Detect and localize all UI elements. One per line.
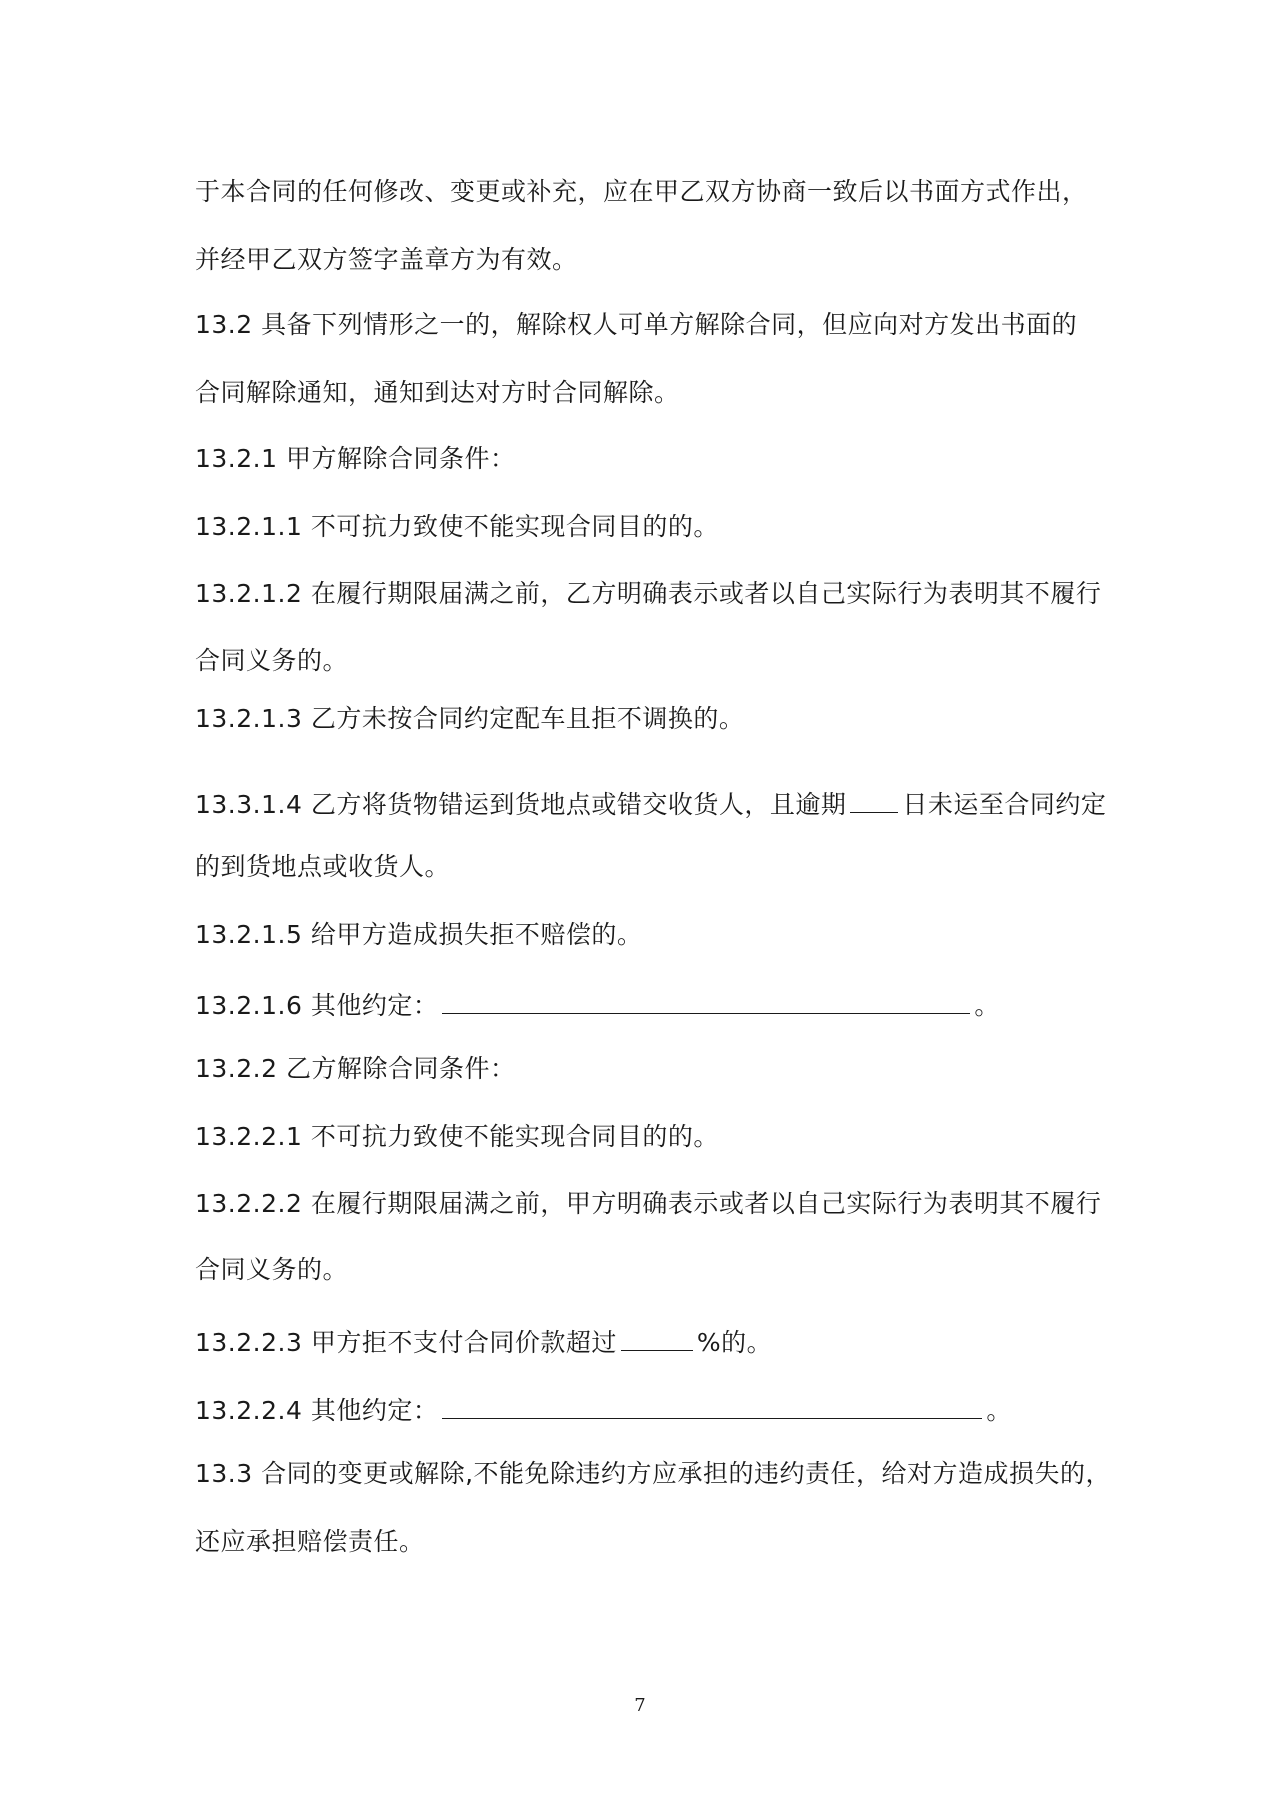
clause-13-2-2-2 bbox=[195, 1187, 1102, 1221]
paragraph-line bbox=[195, 175, 1095, 209]
paragraph-line bbox=[195, 644, 1095, 678]
text: 13.2.1.5 给甲方造成损失拒不赔偿的。 bbox=[195, 920, 643, 949]
clause-13-2-2 bbox=[195, 1052, 1095, 1086]
text: 合同义务的。 bbox=[195, 646, 349, 675]
text: 日未运至合同约定 bbox=[902, 790, 1107, 819]
text: 13.2.1.1 不可抗力致使不能实现合同目的的。 bbox=[195, 512, 719, 541]
clause-13-2-2-3 bbox=[195, 1322, 1095, 1360]
text: 13.2.1.3 乙方未按合同约定配车且拒不调换的。 bbox=[195, 704, 745, 733]
fill-in-blank-days[interactable] bbox=[850, 784, 898, 813]
text: 于本合同的任何修改、变更或补充，应在甲乙双方协商一致后以书面方式作出， bbox=[195, 177, 1088, 206]
fill-in-blank-other-terms-party-a[interactable] bbox=[442, 985, 970, 1014]
clause-13-2-2-4 bbox=[195, 1390, 1095, 1428]
clause-13-2-1-3 bbox=[195, 702, 1095, 736]
text: 13.2.2.4 其他约定： bbox=[195, 1396, 439, 1425]
clause-13-2-1-2 bbox=[195, 577, 1102, 611]
text: 13.2.1.2 在履行期限届满之前，乙方明确表示或者以自己实际行为表明其不履行 bbox=[195, 579, 1102, 608]
text: 。 bbox=[986, 1396, 1012, 1425]
paragraph-line bbox=[195, 1253, 1095, 1287]
text: 13.2.1.6 其他约定： bbox=[195, 991, 439, 1020]
text: 13.2.2.1 不可抗力致使不能实现合同目的的。 bbox=[195, 1122, 719, 1151]
text: 的到货地点或收货人。 bbox=[195, 852, 451, 881]
text: 13.3.1.4 乙方将货物错运到货地点或错交收货人，且逾期 bbox=[195, 790, 847, 819]
text: 13.2.2 乙方解除合同条件： bbox=[195, 1054, 516, 1083]
text: 13.3 合同的变更或解除,不能免除违约方应承担的违约责任，给对方造成损失的， bbox=[195, 1459, 1112, 1488]
clause-13-3 bbox=[195, 1457, 1112, 1491]
text: 13.2.2.2 在履行期限届满之前，甲方明确表示或者以自己实际行为表明其不履行 bbox=[195, 1189, 1102, 1218]
text: 。 bbox=[974, 991, 1000, 1020]
fill-in-blank-other-terms-party-b[interactable] bbox=[442, 1390, 982, 1419]
paragraph-line bbox=[195, 1525, 1095, 1559]
clause-13-3-1-4 bbox=[195, 784, 1107, 822]
clause-13-2-1 bbox=[195, 442, 1095, 476]
clause-13-2 bbox=[195, 308, 1095, 342]
paragraph-line bbox=[195, 243, 1095, 277]
fill-in-blank-percent[interactable] bbox=[621, 1322, 693, 1351]
text: 合同解除通知，通知到达对方时合同解除。 bbox=[195, 378, 680, 407]
text: 13.2.2.3 甲方拒不支付合同价款超过 bbox=[195, 1328, 617, 1357]
clause-13-2-1-6 bbox=[195, 985, 1095, 1023]
clause-13-2-1-5 bbox=[195, 918, 1095, 952]
text: 13.2 具备下列情形之一的，解除权人可单方解除合同，但应向对方发出书面的 bbox=[195, 310, 1078, 339]
text: 合同义务的。 bbox=[195, 1255, 349, 1284]
text: 13.2.1 甲方解除合同条件： bbox=[195, 444, 516, 473]
text: 并经甲乙双方签字盖章方为有效。 bbox=[195, 245, 578, 274]
clause-13-2-2-1 bbox=[195, 1120, 1095, 1154]
paragraph-line bbox=[195, 850, 1095, 884]
text: %的。 bbox=[696, 1328, 773, 1357]
page-number: 7 bbox=[634, 1695, 646, 1716]
clause-13-2-1-1 bbox=[195, 510, 1095, 544]
text: 还应承担赔偿责任。 bbox=[195, 1527, 425, 1556]
paragraph-line bbox=[195, 376, 1095, 410]
